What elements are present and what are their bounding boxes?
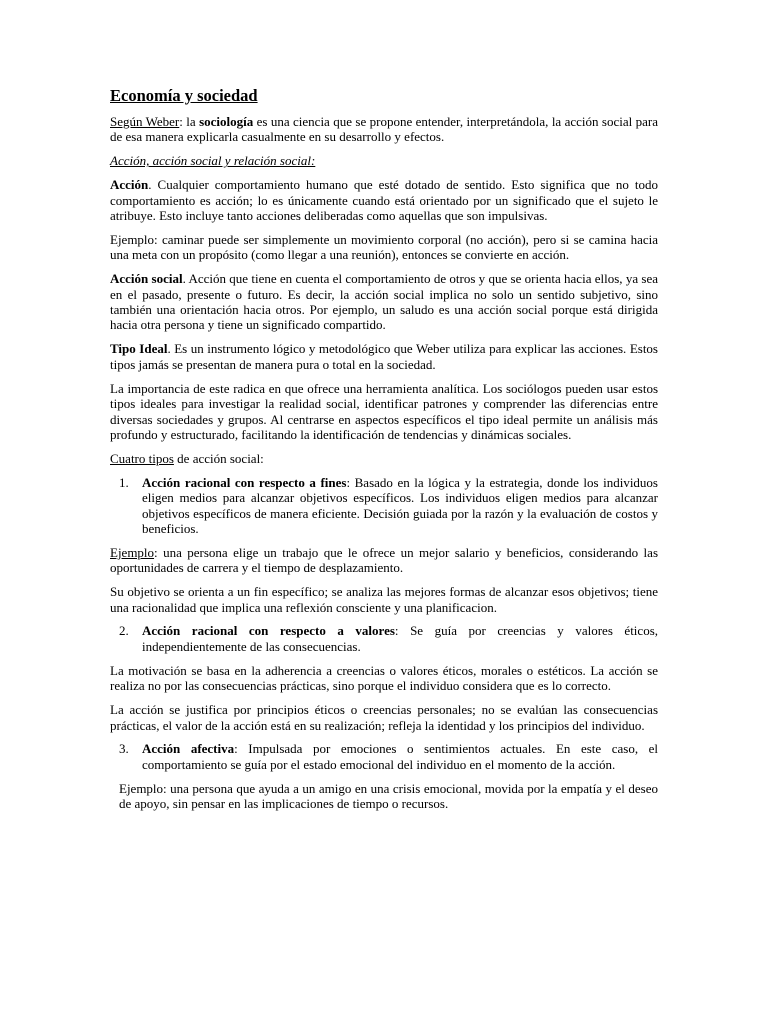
motivacion-paragraph: La motivación se basa en la adherencia a creencias o valores éticos, morales o estéticos. La acción se realiza no por las consecuencias prácticas, sino porque el individuo considera que es lo correcto. — [110, 662, 658, 694]
cuatro-tipos-lead: Cuatro tipos — [110, 450, 174, 466]
list-number-3: 3. — [119, 741, 129, 757]
subheading-text: Acción, acción social y relación social: — [110, 153, 316, 169]
accion-text: . Cualquier comportamiento humano que esté dotado de sentido. Esto significa que no todo comportamiento es acción; lo es únicamente cuando está orientado por un significado que el sujeto le atribuye. Esto incluye tanto acciones deliberadas como aquellas que son impulsivas. — [110, 177, 658, 224]
list-number-2: 2. — [119, 623, 129, 639]
list-text-2 — [142, 623, 658, 654]
tipo2-term: Acción racional con respecto a valores — [142, 623, 395, 639]
list-text-1 — [142, 475, 658, 537]
intro-paragraph — [110, 114, 658, 145]
ejemplo1-paragraph: Ejemplo: caminar puede ser simplemente un movimiento corporal (no acción), pero si se camina hacia una meta con un propósito (como llegar a una reunión), entonces se convierte en acción. — [110, 231, 658, 263]
list-text-3 — [142, 741, 658, 772]
tipo1-term: Acción racional con respecto a fines — [142, 474, 347, 490]
accion-social-term: Acción social — [110, 271, 183, 287]
intro-rest: es una ciencia que se propone entender, interpretándola, la acción social para de esa manera explicarla casualmente en su desarrollo y efectos. — [110, 114, 658, 145]
cuatro-tipos-rest: de acción social: — [173, 450, 264, 466]
objetivo-paragraph: Su objetivo se orienta a un fin específico; se analiza las mejores formas de alcanzar esos objetivos; tiene una racionalidad que implica una reflexión consciente y una planificacion. — [110, 584, 658, 615]
tipo3-text: : Impulsada por emociones o sentimientos actuales. En este caso, el comportamiento se guía por el estado emocional del individuo en el momento de la acción. — [142, 741, 658, 772]
justifica-paragraph: La acción se justifica por principios éticos o creencias personales; no se evalúan las consecuencias prácticas, el valor de la acción está en su realización; refleja la identidad y los principios del individuo. — [110, 702, 658, 733]
importancia-paragraph: La importancia de este radica en que ofrece una herramienta analítica. Los sociólogos pueden usar estos tipos ideales para investigar la realidad social, identificar patrones y comprender las diferencias entre diversas sociedades y grupos. Al centrarse en aspectos específicos el tipo ideal permite un análisis más profundo y estructurado, facilitando la identificación de tendencias y dinámicas sociales. — [110, 380, 658, 442]
ejemplo3-paragraph: Ejemplo: una persona que ayuda a un amigo en una crisis emocional, movida por la empatía y el deseo de apoyo, sin pensar en las implicaciones de tiempo o recursos. — [119, 780, 658, 812]
accion-paragraph — [110, 177, 658, 223]
list-item-3 — [110, 741, 658, 772]
accion-social-text: . Acción que tiene en cuenta el comportamiento de otros y que se orienta hacia ellos, ya sea en el pasado, presente o futuro. Es decir, la acción social implica no solo un sentido subjetivo, sino también una orientación hacia otros. Por ejemplo, un saludo es una acción social porque está dirigida hacia otra persona y tiene un significado compartido. — [110, 271, 659, 333]
subheading — [110, 153, 658, 168]
cuatro-tipos-paragraph — [110, 451, 658, 466]
accion-social-paragraph — [110, 271, 658, 333]
intro-term: sociología — [199, 114, 254, 129]
intro-lead: Según Weber — [110, 114, 180, 129]
ejemplo2-paragraph — [110, 545, 658, 576]
tipo2-text: : Se guía por creencias y valores éticos, independientemente de las consecuencias. — [142, 623, 658, 654]
accion-term: Acción — [110, 177, 149, 193]
ejemplo2-rest: : una persona elige un trabajo que le ofrece un mejor salario y beneficios, considerando las oportunidades de carrera y el tiempo de desplazamiento. — [110, 544, 658, 576]
ejemplo2-lead: Ejemplo — [110, 544, 155, 560]
tipo-ideal-term: Tipo Ideal — [110, 341, 168, 357]
tipo-ideal-paragraph — [110, 341, 658, 372]
list-number-1: 1. — [119, 474, 129, 490]
document-title: Economía y sociedad — [110, 86, 258, 105]
list-item-2 — [110, 623, 658, 654]
document-page — [110, 86, 658, 820]
tipo-ideal-text: . Es un instrumento lógico y metodológico que Weber utiliza para explicar las acciones. Estos tipos jamás se presentan de manera pura o total en la sociedad. — [110, 341, 658, 372]
tipo1-text: : Basado en la lógica y la estrategia, donde los individuos eligen medios para alcanzar objetivos específicos. Los individuos eligen medios para alcanzar objetivos específicos de manera eficiente. Decisión guiada por la razón y la evaluación de costos y beneficios. — [142, 474, 658, 536]
intro-pre: : la — [179, 114, 200, 129]
tipo3-term: Acción afectiva — [142, 741, 235, 757]
list-item-1 — [110, 475, 658, 537]
